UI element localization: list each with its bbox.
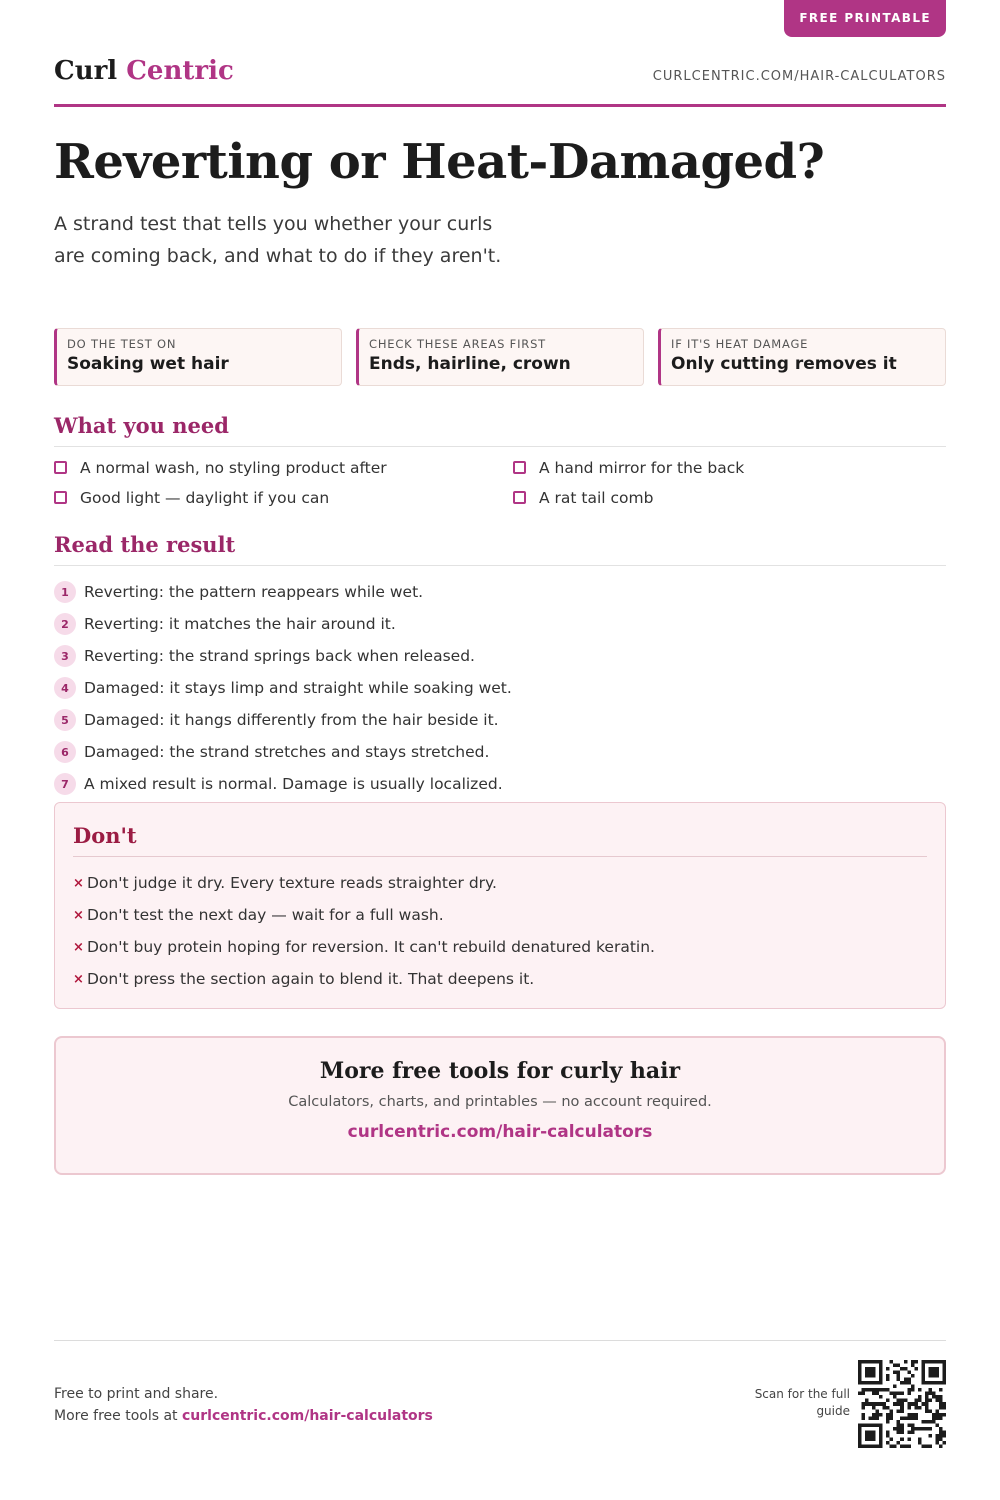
checklist-item-label: Good light — daylight if you can: [80, 488, 330, 507]
tools-link[interactable]: curlcentric.com/hair-calculators: [347, 1122, 653, 1142]
checkbox-icon[interactable]: [54, 461, 67, 474]
header-url: CURLCENTRIC.COM/HAIR-CALCULATORS: [652, 69, 946, 84]
fact-label: IF IT'S HEAT DAMAGE: [671, 337, 809, 351]
dont-box: [54, 802, 946, 1009]
footer-text: [54, 1383, 433, 1427]
footer-line1: Free to print and share.: [54, 1386, 219, 1402]
dont-text: Don't judge it dry. Every texture reads straighter dry.: [87, 874, 497, 892]
fact-card: [356, 328, 644, 386]
step-text: A mixed result is normal. Damage is usually localized.: [84, 775, 503, 793]
fact-card: [658, 328, 946, 386]
brand-name-part2: Centric: [126, 56, 234, 86]
dont-text: Don't press the section again to blend it. That deepens it.: [87, 970, 535, 988]
cross-icon: ×: [73, 907, 84, 923]
checkbox-icon[interactable]: [513, 461, 526, 474]
list-item: [54, 608, 946, 640]
step-number: 5: [54, 709, 76, 731]
key-facts: [54, 328, 946, 386]
step-number: 2: [54, 613, 76, 635]
header-divider: [54, 104, 946, 107]
step-text: Reverting: the strand springs back when released.: [84, 647, 475, 665]
step-text: Reverting: the pattern reappears while wet.: [84, 583, 424, 601]
checklist-item[interactable]: [513, 488, 946, 507]
dont-heading: Don't: [73, 823, 927, 857]
dont-text: Don't buy protein hoping for reversion. It can't rebuild denatured keratin.: [87, 938, 655, 956]
result-steps: [54, 576, 946, 800]
tools-subtitle: Calculators, charts, and printables — no account required.: [288, 1094, 712, 1110]
step-number: 3: [54, 645, 76, 667]
footer-link[interactable]: curlcentric.com/hair-calculators: [181, 1408, 433, 1424]
checklist-item-label: A normal wash, no styling product after: [80, 458, 387, 477]
list-item: [73, 963, 927, 995]
step-number: 4: [54, 677, 76, 699]
list-item: [54, 640, 946, 672]
checklist-item[interactable]: [54, 458, 513, 477]
step-text: Damaged: it hangs differently from the hair beside it.: [84, 711, 499, 729]
list-item: [73, 867, 927, 899]
step-number: 1: [54, 581, 76, 603]
page-title: Reverting or Heat-Damaged?: [54, 134, 825, 190]
dont-list: [73, 867, 927, 995]
footer-line2-prefix: More free tools at: [54, 1408, 182, 1424]
checklist-item-label: A rat tail comb: [539, 488, 654, 507]
list-item: [54, 704, 946, 736]
list-item: [54, 672, 946, 704]
scan-caption: Scan for the full guide: [754, 1387, 850, 1418]
step-text: Damaged: the strand stretches and stays stretched.: [84, 743, 490, 761]
list-item: [54, 768, 946, 800]
fact-label: CHECK THESE AREAS FIRST: [369, 337, 546, 351]
checkbox-icon[interactable]: [54, 491, 67, 504]
fact-value: Only cutting removes it: [671, 354, 897, 374]
checkbox-icon[interactable]: [513, 491, 526, 504]
footer-line2: [54, 1405, 433, 1427]
tools-title: More free tools for curly hair: [319, 1058, 681, 1084]
qr-code-icon[interactable]: [858, 1360, 946, 1448]
brand-name-part1: Curl: [54, 56, 118, 86]
step-number: 6: [54, 741, 76, 763]
what-you-need-heading: What you need: [54, 413, 946, 447]
footer-divider: [54, 1340, 946, 1341]
list-item: [73, 899, 927, 931]
step-number: 7: [54, 773, 76, 795]
list-item: [54, 736, 946, 768]
cross-icon: ×: [73, 971, 84, 987]
page-subtitle: A strand test that tells you whether your curls are coming back, and what to do if they aren't.: [54, 213, 502, 267]
fact-value: Soaking wet hair: [67, 354, 229, 374]
list-item: [54, 576, 946, 608]
checklist-item[interactable]: [513, 458, 946, 477]
cross-icon: ×: [73, 875, 84, 891]
step-text: Damaged: it stays limp and straight while soaking wet.: [84, 679, 512, 697]
fact-card: [54, 328, 342, 386]
list-item: [73, 931, 927, 963]
read-result-heading: Read the result: [54, 532, 946, 566]
fact-label: DO THE TEST ON: [67, 337, 177, 351]
printable-page: [54, 0, 946, 1500]
dont-text: Don't test the next day — wait for a full wash.: [87, 906, 444, 924]
more-tools-box: [54, 1036, 946, 1175]
needs-checklist: [54, 458, 946, 507]
checklist-item[interactable]: [54, 488, 513, 507]
checklist-item-label: A hand mirror for the back: [539, 458, 745, 477]
brand-logo: [54, 56, 234, 86]
cross-icon: ×: [73, 939, 84, 955]
fact-value: Ends, hairline, crown: [369, 354, 571, 374]
free-printable-badge: FREE PRINTABLE: [784, 0, 946, 37]
step-text: Reverting: it matches the hair around it.: [84, 615, 396, 633]
